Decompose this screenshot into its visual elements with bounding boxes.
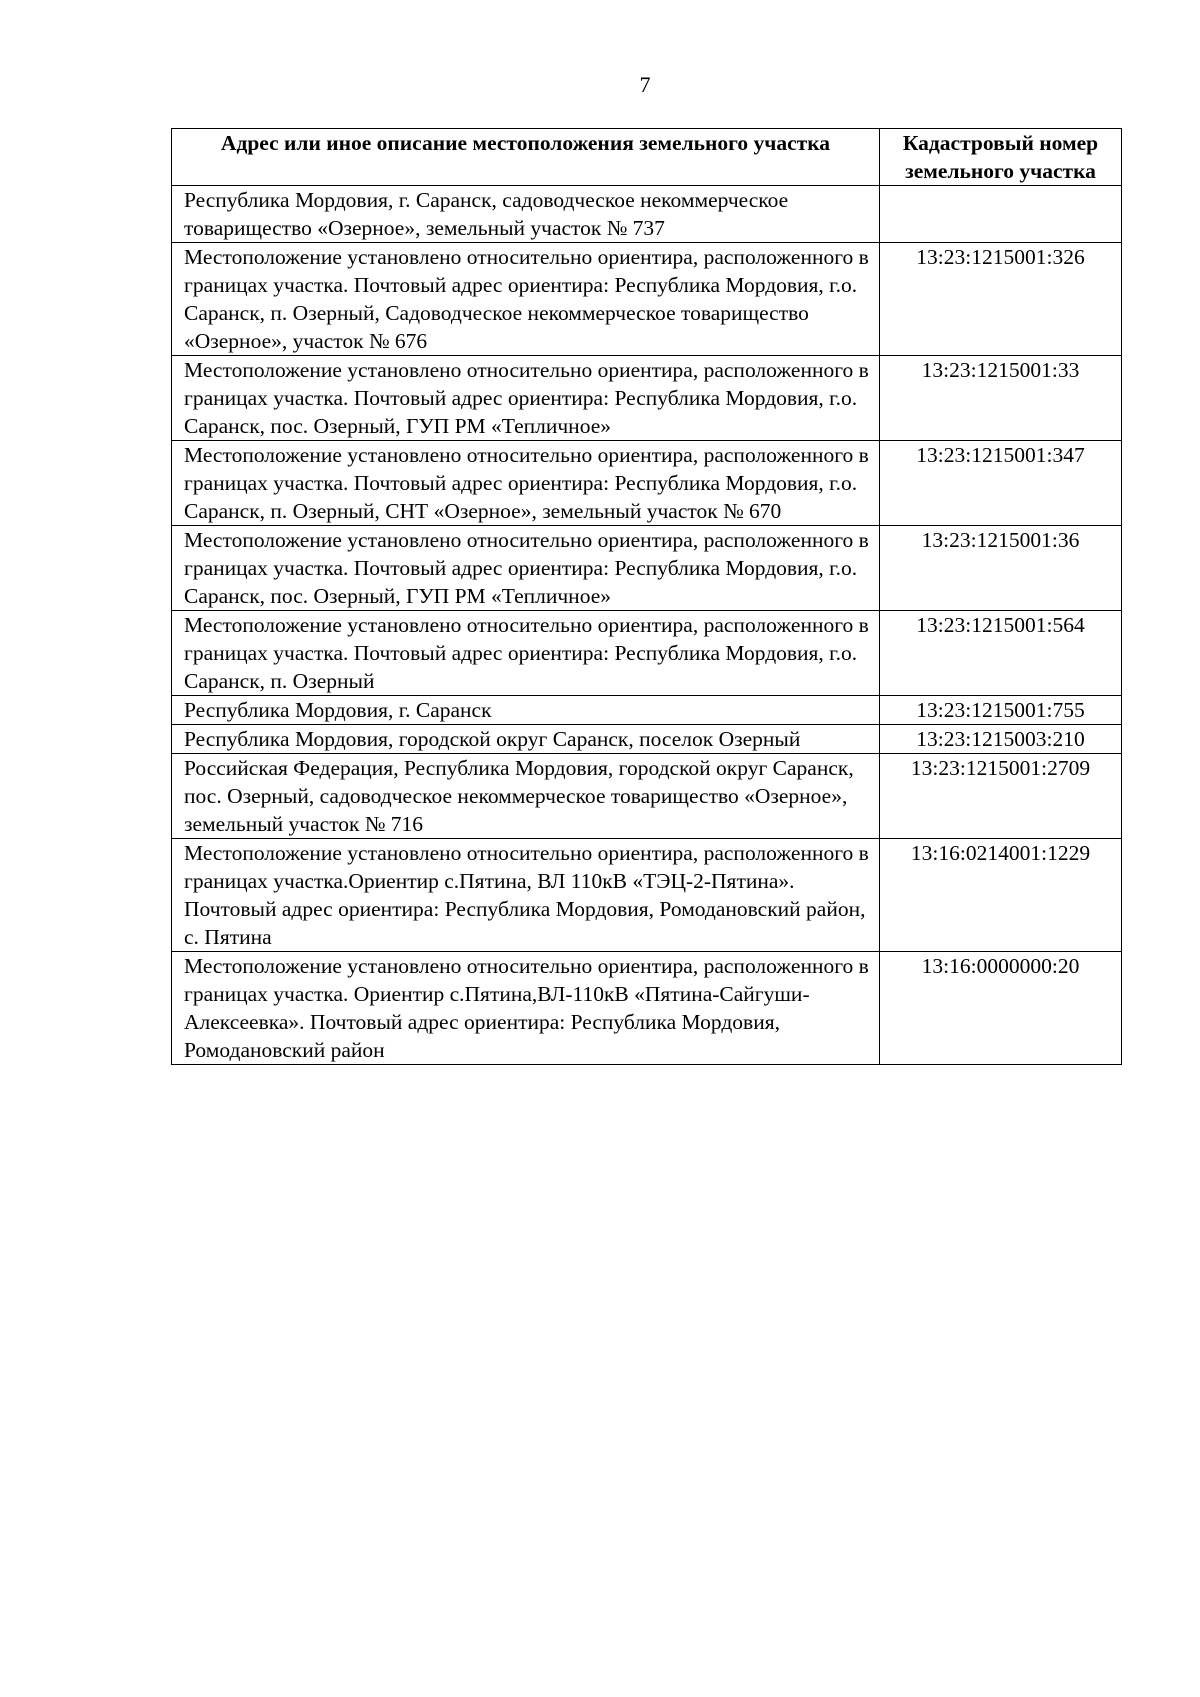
table-row [172,356,1122,441]
cadastral-number-cell: 13:23:1215001:326 [880,243,1122,356]
page-number: 7 [639,72,651,97]
cadastral-number-cell: 13:16:0214001:1229 [880,839,1122,952]
table-row [172,441,1122,526]
address-cell: Республика Мордовия, г. Саранск, садоводческое некоммерческое товарищество «Озерное», земельный участок № 737 [172,186,880,243]
address-cell: Местоположение установлено относительно ориентира, расположенного в границах участка. Почтовый адрес ориентира: Республика Мордовия, г.о. Саранск, пос. Озерный, ГУП РМ «Тепличное» [172,526,880,611]
table-header-row [172,129,1122,186]
table-row [172,754,1122,839]
cadastral-number-cell: 13:23:1215001:33 [880,356,1122,441]
table-row [172,243,1122,356]
address-cell: Местоположение установлено относительно ориентира, расположенного в границах участка. Почтовый адрес ориентира: Республика Мордовия, г.о. Саранск, п. Озерный, Садоводческое некоммерческое товарищество «Озерное», участок № 676 [172,243,880,356]
table-row [172,611,1122,696]
cadastral-column-header: Кадастровый номер земельного участка [880,129,1122,186]
table-row [172,186,1122,243]
table-row [172,952,1122,1065]
cadastral-number-cell: 13:23:1215001:755 [880,696,1122,725]
address-cell: Республика Мордовия, городской округ Саранск, поселок Озерный [172,725,880,754]
cadastral-number-cell: 13:23:1215001:564 [880,611,1122,696]
address-cell: Местоположение установлено относительно ориентира, расположенного в границах участка. Почтовый адрес ориентира: Республика Мордовия, г.о. Саранск, п. Озерный [172,611,880,696]
table-row [172,725,1122,754]
address-cell: Местоположение установлено относительно ориентира, расположенного в границах участка. Ориентир с.Пятина,ВЛ-110кВ «Пятина-Сайгуши-Алексеевка». Почтовый адрес ориентира: Республика Мордовия, Ромодановский район [172,952,880,1065]
table-row [172,526,1122,611]
address-cell: Республика Мордовия, г. Саранск [172,696,880,725]
cadastral-number-cell: 13:23:1215001:2709 [880,754,1122,839]
address-cell: Российская Федерация, Республика Мордовия, городской округ Саранск, пос. Озерный, садоводческое некоммерческое товарищество «Озерное», земельный участок № 716 [172,754,880,839]
table-row [172,696,1122,725]
cadastral-number-cell [880,186,1122,243]
cadastral-number-cell: 13:23:1215001:36 [880,526,1122,611]
address-cell: Местоположение установлено относительно ориентира, расположенного в границах участка. Почтовый адрес ориентира: Республика Мордовия, г.о. Саранск, пос. Озерный, ГУП РМ «Тепличное» [172,356,880,441]
land-parcels-table [171,128,1122,1065]
address-cell: Местоположение установлено относительно ориентира, расположенного в границах участка.Ориентир с.Пятина, ВЛ 110кВ «ТЭЦ-2-Пятина». Почтовый адрес ориентира: Республика Мордовия, Ромодановский район, с. Пятина [172,839,880,952]
cadastral-number-cell: 13:23:1215001:347 [880,441,1122,526]
table-row [172,839,1122,952]
address-cell: Местоположение установлено относительно ориентира, расположенного в границах участка. Почтовый адрес ориентира: Республика Мордовия, г.о. Саранск, п. Озерный, СНТ «Озерное», земельный участок № 670 [172,441,880,526]
cadastral-number-cell: 13:16:0000000:20 [880,952,1122,1065]
cadastral-number-cell: 13:23:1215003:210 [880,725,1122,754]
address-column-header: Адрес или иное описание местоположения земельного участка [172,129,880,186]
